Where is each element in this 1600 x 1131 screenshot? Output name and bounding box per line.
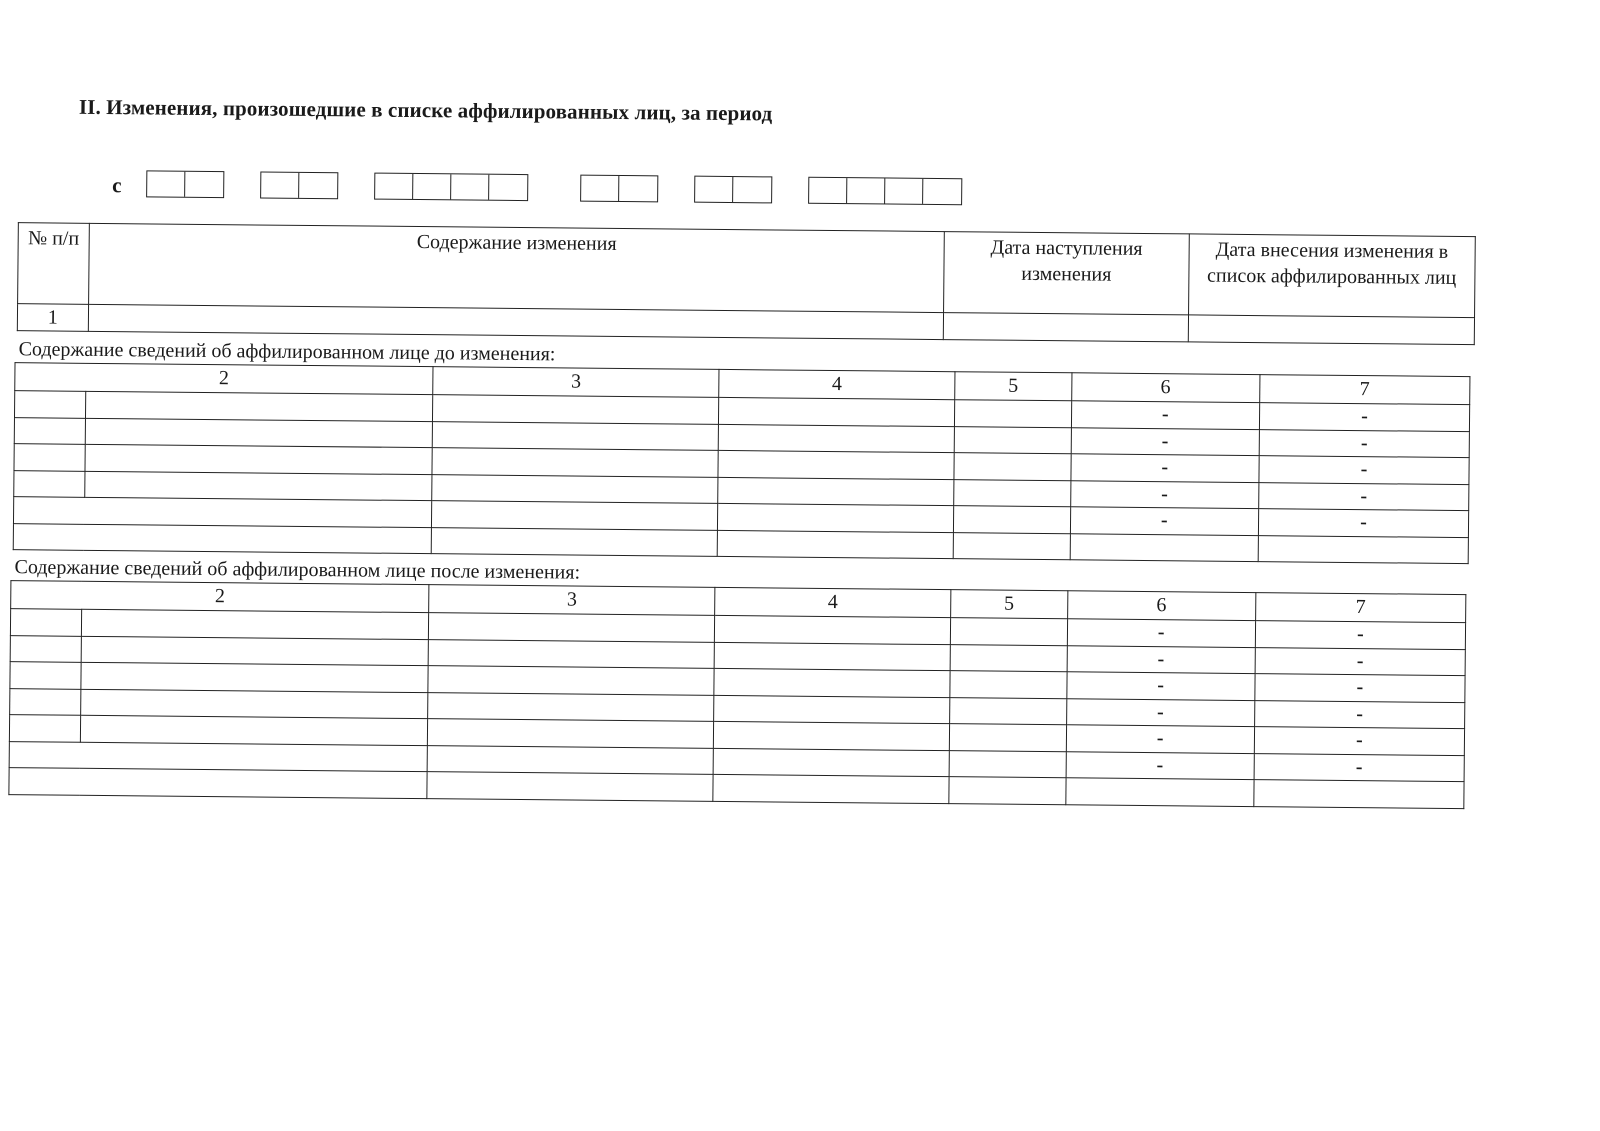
cell[interactable]	[85, 444, 433, 474]
col-number-3: 3	[429, 585, 715, 616]
cell[interactable]	[949, 750, 1066, 778]
header-change-content: Содержание изменения	[88, 223, 944, 312]
period-start-month-boxes[interactable]	[260, 172, 338, 200]
cell[interactable]	[9, 768, 427, 799]
cell[interactable]	[10, 635, 81, 662]
before-caption: Содержание сведений об аффилированном лице до изменения:	[18, 338, 556, 366]
cell[interactable]	[9, 715, 80, 742]
cell[interactable]	[81, 609, 429, 639]
col-number-7: 7	[1260, 375, 1470, 405]
col-number-6: 6	[1071, 373, 1259, 403]
cell[interactable]	[13, 497, 431, 528]
cell[interactable]	[432, 501, 718, 530]
cell[interactable]	[714, 642, 950, 671]
dash-cell: -	[1254, 727, 1464, 756]
digit-box[interactable]	[809, 178, 847, 203]
cell[interactable]	[428, 692, 714, 721]
row-number: 1	[17, 304, 88, 332]
cell[interactable]	[719, 397, 955, 426]
dash-cell: -	[1259, 482, 1469, 511]
cell[interactable]	[1254, 780, 1464, 809]
dash-cell: -	[1254, 700, 1464, 729]
after-table	[8, 580, 1466, 808]
header-entry-date: Дата внесения изменения в список аффилированных лиц	[1188, 234, 1475, 318]
section-title: II. Изменения, произошедшие в списке аффилированных лиц, за период	[78, 94, 773, 126]
cell[interactable]	[81, 636, 429, 666]
cell[interactable]	[13, 523, 431, 554]
digit-box[interactable]	[185, 172, 223, 197]
dash-cell: -	[1071, 427, 1259, 455]
cell[interactable]	[10, 662, 81, 689]
dash-cell: -	[1259, 403, 1469, 432]
digit-box[interactable]	[299, 173, 337, 198]
period-end-day-boxes[interactable]	[580, 175, 658, 203]
dash-cell: -	[1070, 480, 1258, 508]
cell[interactable]	[427, 772, 713, 801]
cell[interactable]	[431, 527, 717, 556]
cell[interactable]	[718, 424, 954, 453]
dash-cell: -	[1255, 674, 1465, 703]
cell[interactable]	[949, 777, 1066, 805]
cell[interactable]	[428, 639, 714, 668]
period-start-year-boxes[interactable]	[374, 173, 528, 201]
cell[interactable]	[954, 453, 1071, 481]
cell[interactable]	[428, 719, 714, 748]
cell[interactable]	[713, 721, 949, 750]
cell[interactable]	[718, 450, 954, 479]
col-number-2: 2	[11, 581, 429, 613]
cell[interactable]	[433, 395, 719, 424]
cell[interactable]	[950, 697, 1067, 725]
cell[interactable]	[1070, 533, 1258, 561]
dash-cell: -	[1259, 456, 1469, 485]
cell[interactable]	[950, 671, 1067, 699]
changes-table-header	[18, 223, 1476, 318]
cell[interactable]	[432, 448, 718, 477]
cell[interactable]	[14, 391, 85, 418]
cell[interactable]	[713, 748, 949, 777]
digit-box[interactable]	[885, 179, 923, 204]
cell[interactable]	[949, 724, 1066, 752]
cell[interactable]	[954, 479, 1071, 507]
period-end-year-boxes[interactable]	[808, 177, 962, 205]
dash-cell: -	[1255, 621, 1465, 650]
cell[interactable]	[432, 474, 718, 503]
cell[interactable]	[81, 662, 429, 692]
col-number-5: 5	[951, 590, 1068, 619]
period-start-day-boxes[interactable]	[146, 170, 224, 198]
cell[interactable]	[1065, 778, 1253, 806]
changes-table	[17, 222, 1476, 345]
period-end-month-boxes[interactable]	[694, 176, 772, 204]
cell[interactable]	[954, 426, 1071, 454]
cell[interactable]	[80, 715, 428, 745]
cell[interactable]	[1258, 535, 1468, 564]
col-number-4: 4	[719, 369, 955, 399]
cell[interactable]	[713, 774, 949, 803]
col-number-5: 5	[955, 372, 1072, 401]
digit-box[interactable]	[451, 174, 489, 199]
dash-cell: -	[1067, 619, 1255, 647]
header-number: № п/п	[18, 223, 90, 305]
before-table	[13, 362, 1471, 564]
cell[interactable]	[14, 444, 85, 471]
digit-box[interactable]	[147, 171, 185, 196]
cell[interactable]	[428, 666, 714, 695]
cell[interactable]	[714, 695, 950, 724]
change-date-cell[interactable]	[944, 313, 1189, 342]
cell[interactable]	[714, 615, 950, 644]
cell[interactable]	[84, 471, 432, 501]
cell[interactable]	[9, 741, 427, 772]
digit-box[interactable]	[261, 173, 299, 198]
cell[interactable]	[85, 391, 433, 421]
cell[interactable]	[714, 668, 950, 697]
digit-box[interactable]	[733, 177, 771, 202]
cell[interactable]	[14, 417, 85, 444]
cell[interactable]	[432, 421, 718, 450]
cell[interactable]	[950, 644, 1067, 672]
col-number-6: 6	[1067, 591, 1255, 621]
dash-cell: -	[1066, 725, 1254, 753]
dash-cell: -	[1067, 645, 1255, 673]
dash-cell: -	[1066, 698, 1254, 726]
cell[interactable]	[718, 477, 954, 506]
period-prefix: с	[112, 173, 122, 198]
digit-box[interactable]	[619, 176, 657, 201]
digit-box[interactable]	[489, 175, 527, 200]
digit-box[interactable]	[695, 177, 733, 202]
header-change-date: Дата наступления изменения	[944, 232, 1189, 315]
dash-cell: -	[1071, 454, 1259, 482]
cell[interactable]	[953, 532, 1070, 560]
digit-box[interactable]	[847, 178, 885, 203]
digit-box[interactable]	[923, 179, 961, 204]
cell[interactable]	[427, 745, 713, 774]
cell[interactable]	[10, 688, 81, 715]
digit-box[interactable]	[581, 176, 619, 201]
col-number-3: 3	[433, 367, 719, 398]
dash-cell: -	[1071, 401, 1259, 429]
entry-date-cell[interactable]	[1188, 315, 1475, 345]
cell[interactable]	[80, 689, 428, 719]
cell[interactable]	[950, 618, 1067, 646]
cell[interactable]	[717, 503, 953, 532]
col-number-4: 4	[715, 587, 951, 617]
cell[interactable]	[953, 506, 1070, 534]
cell[interactable]	[14, 470, 85, 497]
dash-cell: -	[1254, 753, 1464, 782]
col-number-2: 2	[15, 363, 433, 395]
cell[interactable]	[955, 400, 1072, 428]
dash-cell: -	[1258, 509, 1468, 538]
digit-box[interactable]	[413, 174, 451, 199]
after-caption: Содержание сведений об аффилированном лице после изменения:	[14, 556, 581, 584]
dash-cell: -	[1259, 429, 1469, 458]
cell[interactable]	[717, 530, 953, 559]
dash-cell: -	[1066, 751, 1254, 779]
dash-cell: -	[1255, 647, 1465, 676]
col-number-7: 7	[1255, 593, 1465, 623]
cell[interactable]	[85, 418, 433, 448]
digit-box[interactable]	[375, 174, 413, 199]
cell[interactable]	[429, 613, 715, 642]
cell[interactable]	[10, 609, 81, 636]
dash-cell: -	[1066, 672, 1254, 700]
dash-cell: -	[1070, 507, 1258, 535]
